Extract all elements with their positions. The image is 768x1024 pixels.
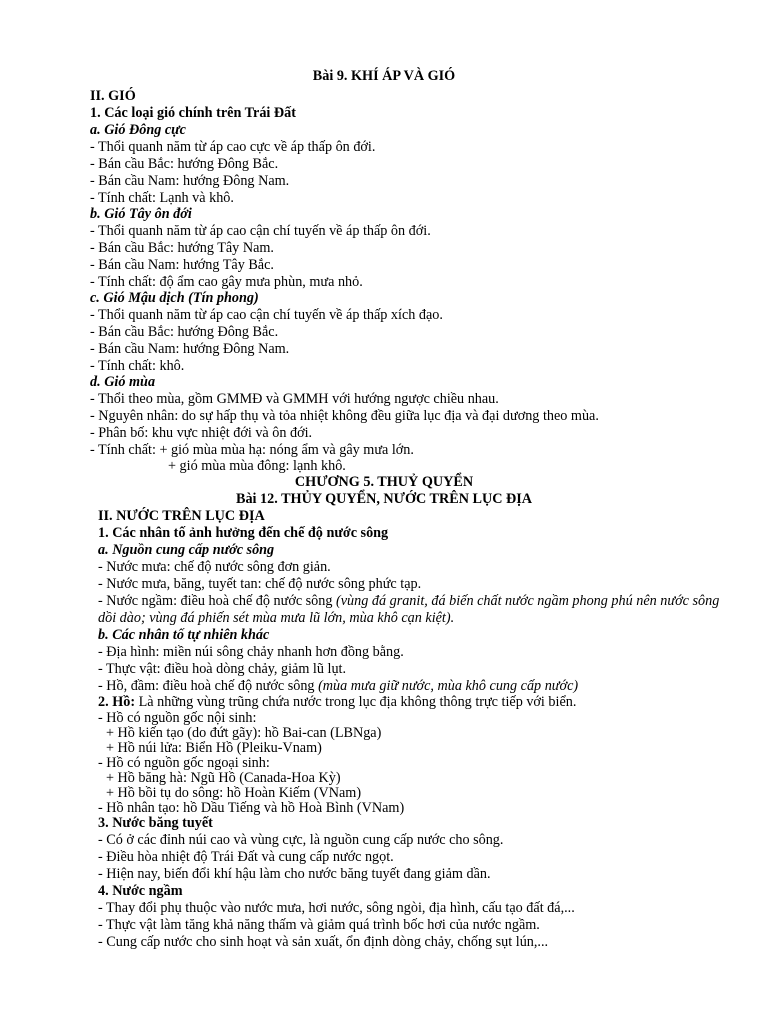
heading-trade-winds: c. Gió Mậu dịch (Tín phong)	[90, 290, 259, 306]
text-line: - Nguyên nhân: do sự hấp thụ và tỏa nhiệt không đều giữa lục địa và đại dương theo mùa.	[90, 408, 599, 424]
text-line: + Hồ kiến tạo (do đứt gãy): hồ Bai-can (LBNga)	[106, 725, 382, 741]
lesson-12-title: Bài 12. THỦY QUYỂN, NƯỚC TRÊN LỤC ĐỊA	[236, 491, 532, 507]
lakes-heading: 2. Hồ:	[98, 694, 136, 710]
text-line: - Thổi theo mùa, gồm GMMĐ và GMMH với hướng ngược chiều nhau.	[90, 391, 499, 407]
text-line: - Bán cầu Nam: hướng Đông Nam.	[90, 341, 290, 357]
text-line: - Hồ nhân tạo: hồ Dầu Tiếng và hồ Hoà Bình (VNam)	[98, 800, 405, 816]
heading-westerlies: b. Gió Tây ôn đới	[90, 206, 192, 222]
heading-groundwater: 4. Nước ngầm	[98, 883, 183, 899]
text-line: - Có ở các đỉnh núi cao và vùng cực, là nguồn cung cấp nước cho sông.	[98, 832, 504, 848]
heading-snow-ice-water: 3. Nước băng tuyết	[98, 815, 213, 831]
subsection-main-winds: 1. Các loại gió chính trên Trái Đất	[90, 105, 296, 121]
heading-monsoon: d. Gió mùa	[90, 374, 156, 390]
text-line: - Thổi quanh năm từ áp cao cực về áp thấp ôn đới.	[90, 139, 376, 155]
text-line: - Bán cầu Bắc: hướng Đông Bắc.	[90, 156, 279, 172]
text-line: + Hồ núi lửa: Biển Hồ (Pleiku-Vnam)	[106, 740, 322, 756]
heading-other-factors: b. Các nhân tố tự nhiên khác	[98, 627, 270, 643]
text-line: + Hồ băng hà: Ngũ Hồ (Canada-Hoa Kỳ)	[106, 770, 341, 786]
chapter-5-title: CHƯƠNG 5. THUỶ QUYỂN	[294, 474, 474, 490]
text-line: - Tính chất: độ ẩm cao gây mưa phùn, mưa nhỏ.	[90, 274, 363, 290]
text-line: - Nước mưa: chế độ nước sông đơn giản.	[98, 559, 331, 575]
lakes-definition-text: Là những vùng trũng chứa nước trong lục địa không thông trực tiếp với biển.	[138, 694, 577, 710]
groundwater-note: (vùng đá granit, đá biến chất nước ngầm phong phú nên nước sông dồi dào; vùng đá phiến sét mùa mưa lũ lớn, mùa khô cạn kiệt).	[98, 593, 720, 626]
groundwater-paragraph	[98, 593, 728, 627]
text-line: - Nước mưa, băng, tuyết tan: chế độ nước sông phức tạp.	[98, 576, 422, 592]
groundwater-text: - Nước ngầm: điều hoà chế độ nước sông	[98, 593, 333, 609]
text-line: - Bán cầu Nam: hướng Đông Nam.	[90, 173, 290, 189]
text-line: - Cung cấp nước cho sinh hoạt và sản xuất, ổn định dòng chảy, chống sụt lún,...	[98, 934, 549, 950]
text-line: - Hồ có nguồn gốc nội sinh:	[98, 710, 257, 726]
heading-polar-easterlies: a. Gió Đông cực	[90, 122, 186, 138]
lake-text: - Hồ, đầm: điều hoà chế độ nước sông	[98, 678, 315, 694]
text-line: - Thực vật: điều hoà dòng chảy, giảm lũ lụt.	[98, 661, 347, 677]
lake-note: (mùa mưa giữ nước, mùa khô cung cấp nước)	[318, 678, 579, 694]
text-line: - Hiện nay, biến đổi khí hậu làm cho nước băng tuyết đang giảm dần.	[98, 866, 491, 882]
section-water-on-land: II. NƯỚC TRÊN LỤC ĐỊA	[98, 508, 265, 524]
text-line: - Hồ có nguồn gốc ngoại sinh:	[98, 755, 270, 771]
heading-river-sources: a. Nguồn cung cấp nước sông	[98, 542, 275, 558]
text-line: - Tính chất: khô.	[90, 358, 185, 374]
subsection-river-factors: 1. Các nhân tố ảnh hưởng đến chế độ nước sông	[98, 525, 389, 541]
text-line: - Bán cầu Bắc: hướng Tây Nam.	[90, 240, 274, 256]
text-line: - Thực vật làm tăng khả năng thấm và giảm quá trình bốc hơi của nước ngầm.	[98, 917, 540, 933]
text-line: - Thổi quanh năm từ áp cao cận chí tuyến về áp thấp xích đạo.	[90, 307, 443, 323]
text-line: + gió mùa mùa đông: lạnh khô.	[168, 458, 346, 474]
section-wind: II. GIÓ	[90, 88, 136, 104]
text-line: - Phân bố: khu vực nhiệt đới và ôn đới.	[90, 425, 313, 441]
text-line: - Tính chất: Lạnh và khô.	[90, 190, 234, 206]
text-line: - Bán cầu Bắc: hướng Đông Bắc.	[90, 324, 279, 340]
text-line: + Hồ bồi tụ do sông: hồ Hoàn Kiếm (VNam)	[106, 785, 362, 801]
lesson-9-title: Bài 9. KHÍ ÁP VÀ GIÓ	[312, 68, 456, 84]
lakes-definition	[98, 694, 576, 711]
text-line: - Bán cầu Nam: hướng Tây Bắc.	[90, 257, 274, 273]
text-line: - Thổi quanh năm từ áp cao cận chí tuyến về áp thấp ôn đới.	[90, 223, 431, 239]
text-line: - Địa hình: miền núi sông chảy nhanh hơn đồng bằng.	[98, 644, 404, 660]
text-line: - Tính chất: + gió mùa mùa hạ: nóng ẩm và gây mưa lớn.	[90, 442, 414, 458]
text-line: - Thay đổi phụ thuộc vào nước mưa, hơi nước, sông ngòi, địa hình, cấu tạo đất đá,...	[98, 900, 575, 916]
text-line: - Điều hòa nhiệt độ Trái Đất và cung cấp nước ngọt.	[98, 849, 394, 865]
lake-paragraph	[98, 678, 578, 695]
